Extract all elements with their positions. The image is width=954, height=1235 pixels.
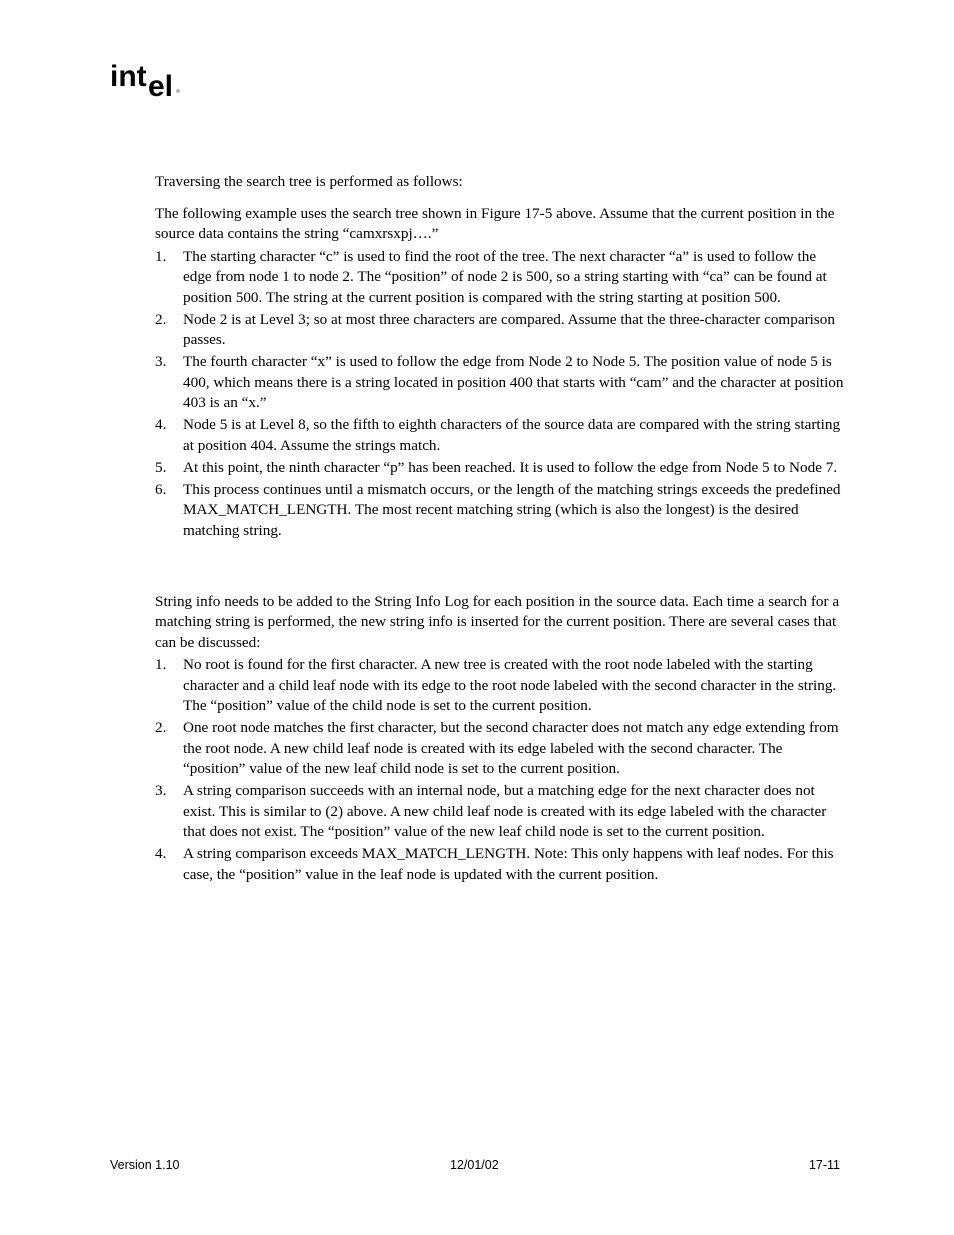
list-item-text: This process continues until a mismatch occurs, or the length of the matching strings exceeds the predefined MAX_MATCH_LENGTH. The most recent matching string (which is also the longest) is the desired matching string. (183, 480, 841, 539)
list-item-number: 2. (155, 719, 167, 736)
list-item (155, 480, 845, 542)
list-item-number: 2. (155, 310, 167, 328)
document-body (155, 172, 845, 887)
page-footer (110, 1158, 840, 1176)
list-item (155, 352, 845, 414)
list-item-number: 5. (155, 458, 167, 476)
list-item (155, 781, 845, 843)
list-item-text: One root node matches the first character, but the second character does not match any edge extending from the root node. A new child leaf node is created with its edge labeled with the second character. The “position” value of the new leaf child node is set to the current position. (183, 719, 839, 777)
list-item (155, 247, 845, 309)
logo-text-upper: int (110, 60, 147, 93)
list-item (155, 718, 845, 780)
list-item-text: Node 5 is at Level 8, so the fifth to eighth characters of the source data are compared with the string starting at position 404. Assume the strings match. (183, 416, 841, 454)
list-item-text: No root is found for the first character. A new tree is created with the root node labeled with the starting character and a child leaf node with its edge to the root node labeled with the second character in the string. The “position” value of the child node is set to the current position. (183, 656, 837, 714)
list-item-text: Node 2 is at Level 3; so at most three characters are compared. Assume that the three-character comparison passes. (183, 310, 835, 348)
list-item-text: The fourth character “x” is used to follow the edge from Node 2 to Node 5. The position value of node 5 is 400, which means there is a string located in position 400 that starts with “cam” and the character at position 403 is an “x.” (183, 353, 844, 411)
list-item (155, 844, 845, 885)
list-item-number: 3. (155, 353, 167, 370)
list-item-number: 4. (155, 845, 167, 862)
list-item-number: 3. (155, 782, 167, 799)
list-item-text: A string comparison exceeds MAX_MATCH_LENGTH. Note: This only happens with leaf nodes. For this case, the “position” value in the leaf node is updated with the current position. (183, 845, 834, 883)
list-item-number: 1. (155, 656, 167, 673)
section-spacer (155, 543, 845, 592)
list-item (155, 415, 845, 456)
list-item (155, 655, 845, 717)
footer-date: 12/01/02 (450, 1158, 499, 1172)
list-item (155, 458, 845, 479)
list-item-number: 6. (155, 480, 167, 498)
list-item (155, 310, 845, 351)
intel-logo (110, 58, 190, 104)
list-item-number: 1. (155, 247, 167, 265)
footer-page-number: 17-11 (808, 1158, 840, 1172)
list-item-number: 4. (155, 416, 167, 433)
insertion-cases-list (155, 655, 845, 885)
footer-version: Version 1.10 (110, 1158, 180, 1172)
section2-intro: String info needs to be added to the String Info Log for each position in the source data. Each time a search for a matching string is performed, the new string info is inserted for the current position. There are several cases that can be discussed: (155, 592, 840, 651)
list-item-text: A string comparison succeeds with an internal node, but a matching edge for the next character does not exist. This is similar to (2) above. A new child leaf node is created with its edge labeled with the character that does not exist. The “position” value of the new leaf child node is set to the current position. (183, 782, 827, 840)
section1-intro: Traversing the search tree is performed as follows: (155, 173, 463, 190)
list-item-text: At this point, the ninth character “p” has been reached. It is used to follow the edge from Node 5 to Node 7. (183, 458, 838, 476)
section1-example: The following example uses the search tree shown in Figure 17-5 above. Assume that the current position in the source data contains the string “camxrsxpj….” (155, 204, 835, 242)
traversal-steps-list (155, 247, 845, 542)
logo-text-lower: el (148, 70, 174, 103)
list-item-text: The starting character “c” is used to find the root of the tree. The next character “a” is used to follow the edge from node 1 to node 2. The “position” of node 2 is 500, so a string starting with “ca” can be found at position 500. The string at the current position is compared with the string starting at position 500. (183, 247, 827, 306)
